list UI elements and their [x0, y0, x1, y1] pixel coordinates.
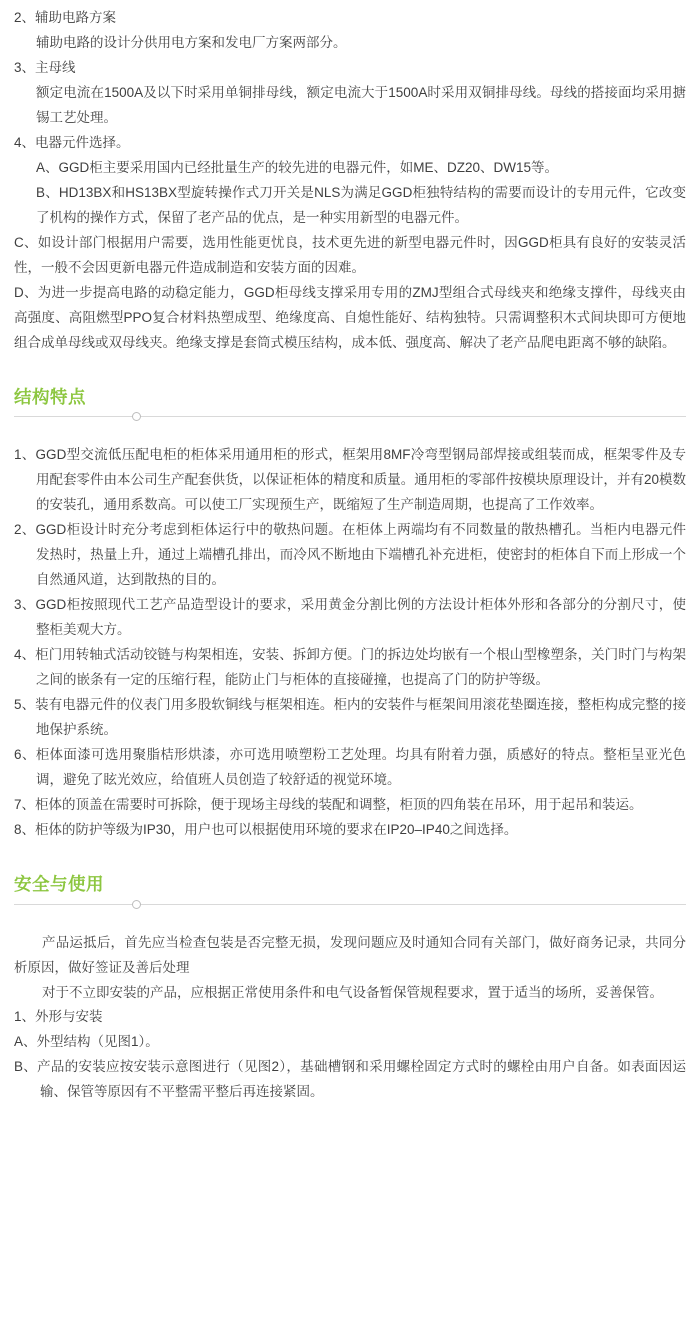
- paragraph-body-2: 辅助电路的设计分供用电方案和发电厂方案两部分。: [36, 34, 347, 50]
- paragraph-body-3: 额定电流在1500A及以下时采用单铜排母线，额定电流大于1500A时采用双铜排母线。母线的搭接面均采用搪锡工艺处理。: [36, 84, 686, 125]
- section-header-structure: [14, 386, 686, 418]
- paragraph-item-d: D、为进一步提高电路的动稳定能力，GGD柜母线支撑采用专用的ZMJ型组合式母线夹和绝缘支撑件，母线夹由高强度、高阻燃型PPO复合材料热塑成型、绝缘度高、自熄性能好、结构独特。只需调整积木式间块即可方便地组合成单母线或双母线夹。绝缘支撑是套筒式模压结构，成本低、强度高、解决了老产品爬电距离不够的缺陷。: [14, 284, 686, 350]
- structure-item-7: 7、柜体的顶盖在需要时可拆除，便于现场主母线的装配和调整，柜顶的四角装在吊环，用于起吊和装运。: [14, 796, 643, 812]
- paragraph-item-c: C、如设计部门根据用户需要，选用性能更忧良，技术更先进的新型电器元件时，因GGD柜具有良好的安装灵活性，一般不会因更新电器元件造成制造和安装方面的因难。: [14, 234, 686, 275]
- spacer: [14, 923, 686, 931]
- spacer: [14, 435, 686, 443]
- safety-paragraph-1: 产品运抵后，首先应当检查包装是否完整无损，发现问题应及时通知合同有关部门，做好商务记录，共同分析原因，做好签证及善后处理: [14, 934, 686, 975]
- section-title-structure: 结构特点: [14, 386, 86, 407]
- structure-item-3: 3、GGD柜按照现代工艺产品造型设计的要求，采用黄金分割比例的方法设计柜体外形和各部分的分割尺寸，使整柜美观大方。: [14, 597, 686, 638]
- structure-item-6: 6、柜体面漆可选用聚脂桔形烘漆，亦可选用喷塑粉工艺处理。均具有附着力强，质感好的特点。整柜呈亚光色调，避免了眩光效应，给值班人员创造了较舒适的视觉环境。: [14, 746, 686, 787]
- section-title-safety: 安全与使用: [14, 873, 104, 894]
- structure-item-8: 8、柜体的防护等级为IP30，用户也可以根据使用环境的要求在IP20–IP40之间选择。: [14, 821, 518, 837]
- section-divider-structure: [14, 416, 686, 417]
- section-divider-safety: [14, 904, 686, 905]
- structure-item-4: 4、柜门用转轴式活动铰链与构架相连，安装、拆卸方便。门的拆边处均嵌有一个根山型橡塑条，关门时门与构架之间的嵌条有一定的压缩行程，能防止门与柜体的直接碰撞，也提高了门的防护等级。: [14, 647, 686, 688]
- safety-heading-1: 1、外形与安装: [14, 1009, 103, 1025]
- section-header-safety: [14, 873, 686, 905]
- paragraph-heading-3: 3、主母线: [14, 59, 76, 75]
- paragraph-heading-2: 2、辅助电路方案: [14, 10, 117, 25]
- paragraph-heading-4: 4、电器元件选择。: [14, 134, 130, 150]
- structure-item-5: 5、装有电器元件的仪表门用多股软铜线与框架相连。柜内的安装件与框架间用滚花垫圈连接，整柜构成完整的接地保护系统。: [14, 697, 686, 737]
- safety-section: [14, 873, 686, 1106]
- safety-paragraph-2: 对于不立即安装的产品，应根据正常使用条件和电气设备暂保管规程要求，置于适当的场所，妥善保管。: [42, 984, 663, 1000]
- safety-item-a: A、外型结构（见图1）。: [14, 1034, 159, 1050]
- paragraph-item-a: A、GGD柜主要采用国内已经批量生产的较先进的电器元件，如ME、DZ20、DW15等。: [36, 159, 559, 175]
- structure-section: [14, 386, 686, 843]
- paragraph-item-b: B、HD13BX和HS13BX型旋转操作式刀开关是NLS为满足GGD柜独特结构的需要而设计的专用元件，它改变了机构的操作方式，保留了老产品的优点，是一种实用新型的电器元件。: [36, 184, 686, 225]
- safety-item-b: B、产品的安装应按安装示意图进行（见图2），基础槽钢和采用螺栓固定方式时的螺栓由用户自备。如表面因运输、保管等原因有不平整需平整后再连接紧固。: [14, 1059, 686, 1100]
- top-section: [14, 6, 686, 356]
- structure-item-1: 1、GGD型交流低压配电柜的柜体采用通用柜的形式，框架用8MF冷弯型钢局部焊接或组装而成，框架零件及专用配套零件由本公司生产配套供货，以保证柜体的精度和质量。通用柜的零部件按模块原理设计，并有20模数的安装孔，通用系数高。可以使工厂实现预生产，既缩短了生产制造周期，也提高了工作效率。: [14, 447, 686, 513]
- structure-item-2: 2、GGD柜设计时充分考虑到柜体运行中的敬热问题。在柜体上两端均有不同数量的散热槽孔。当柜内电器元件发热时，热量上升，通过上端槽孔排出，而冷风不断地由下端槽孔补充进柜，使密封的柜体自下而上形成一个自然通风道，达到散热的目的。: [14, 522, 686, 588]
